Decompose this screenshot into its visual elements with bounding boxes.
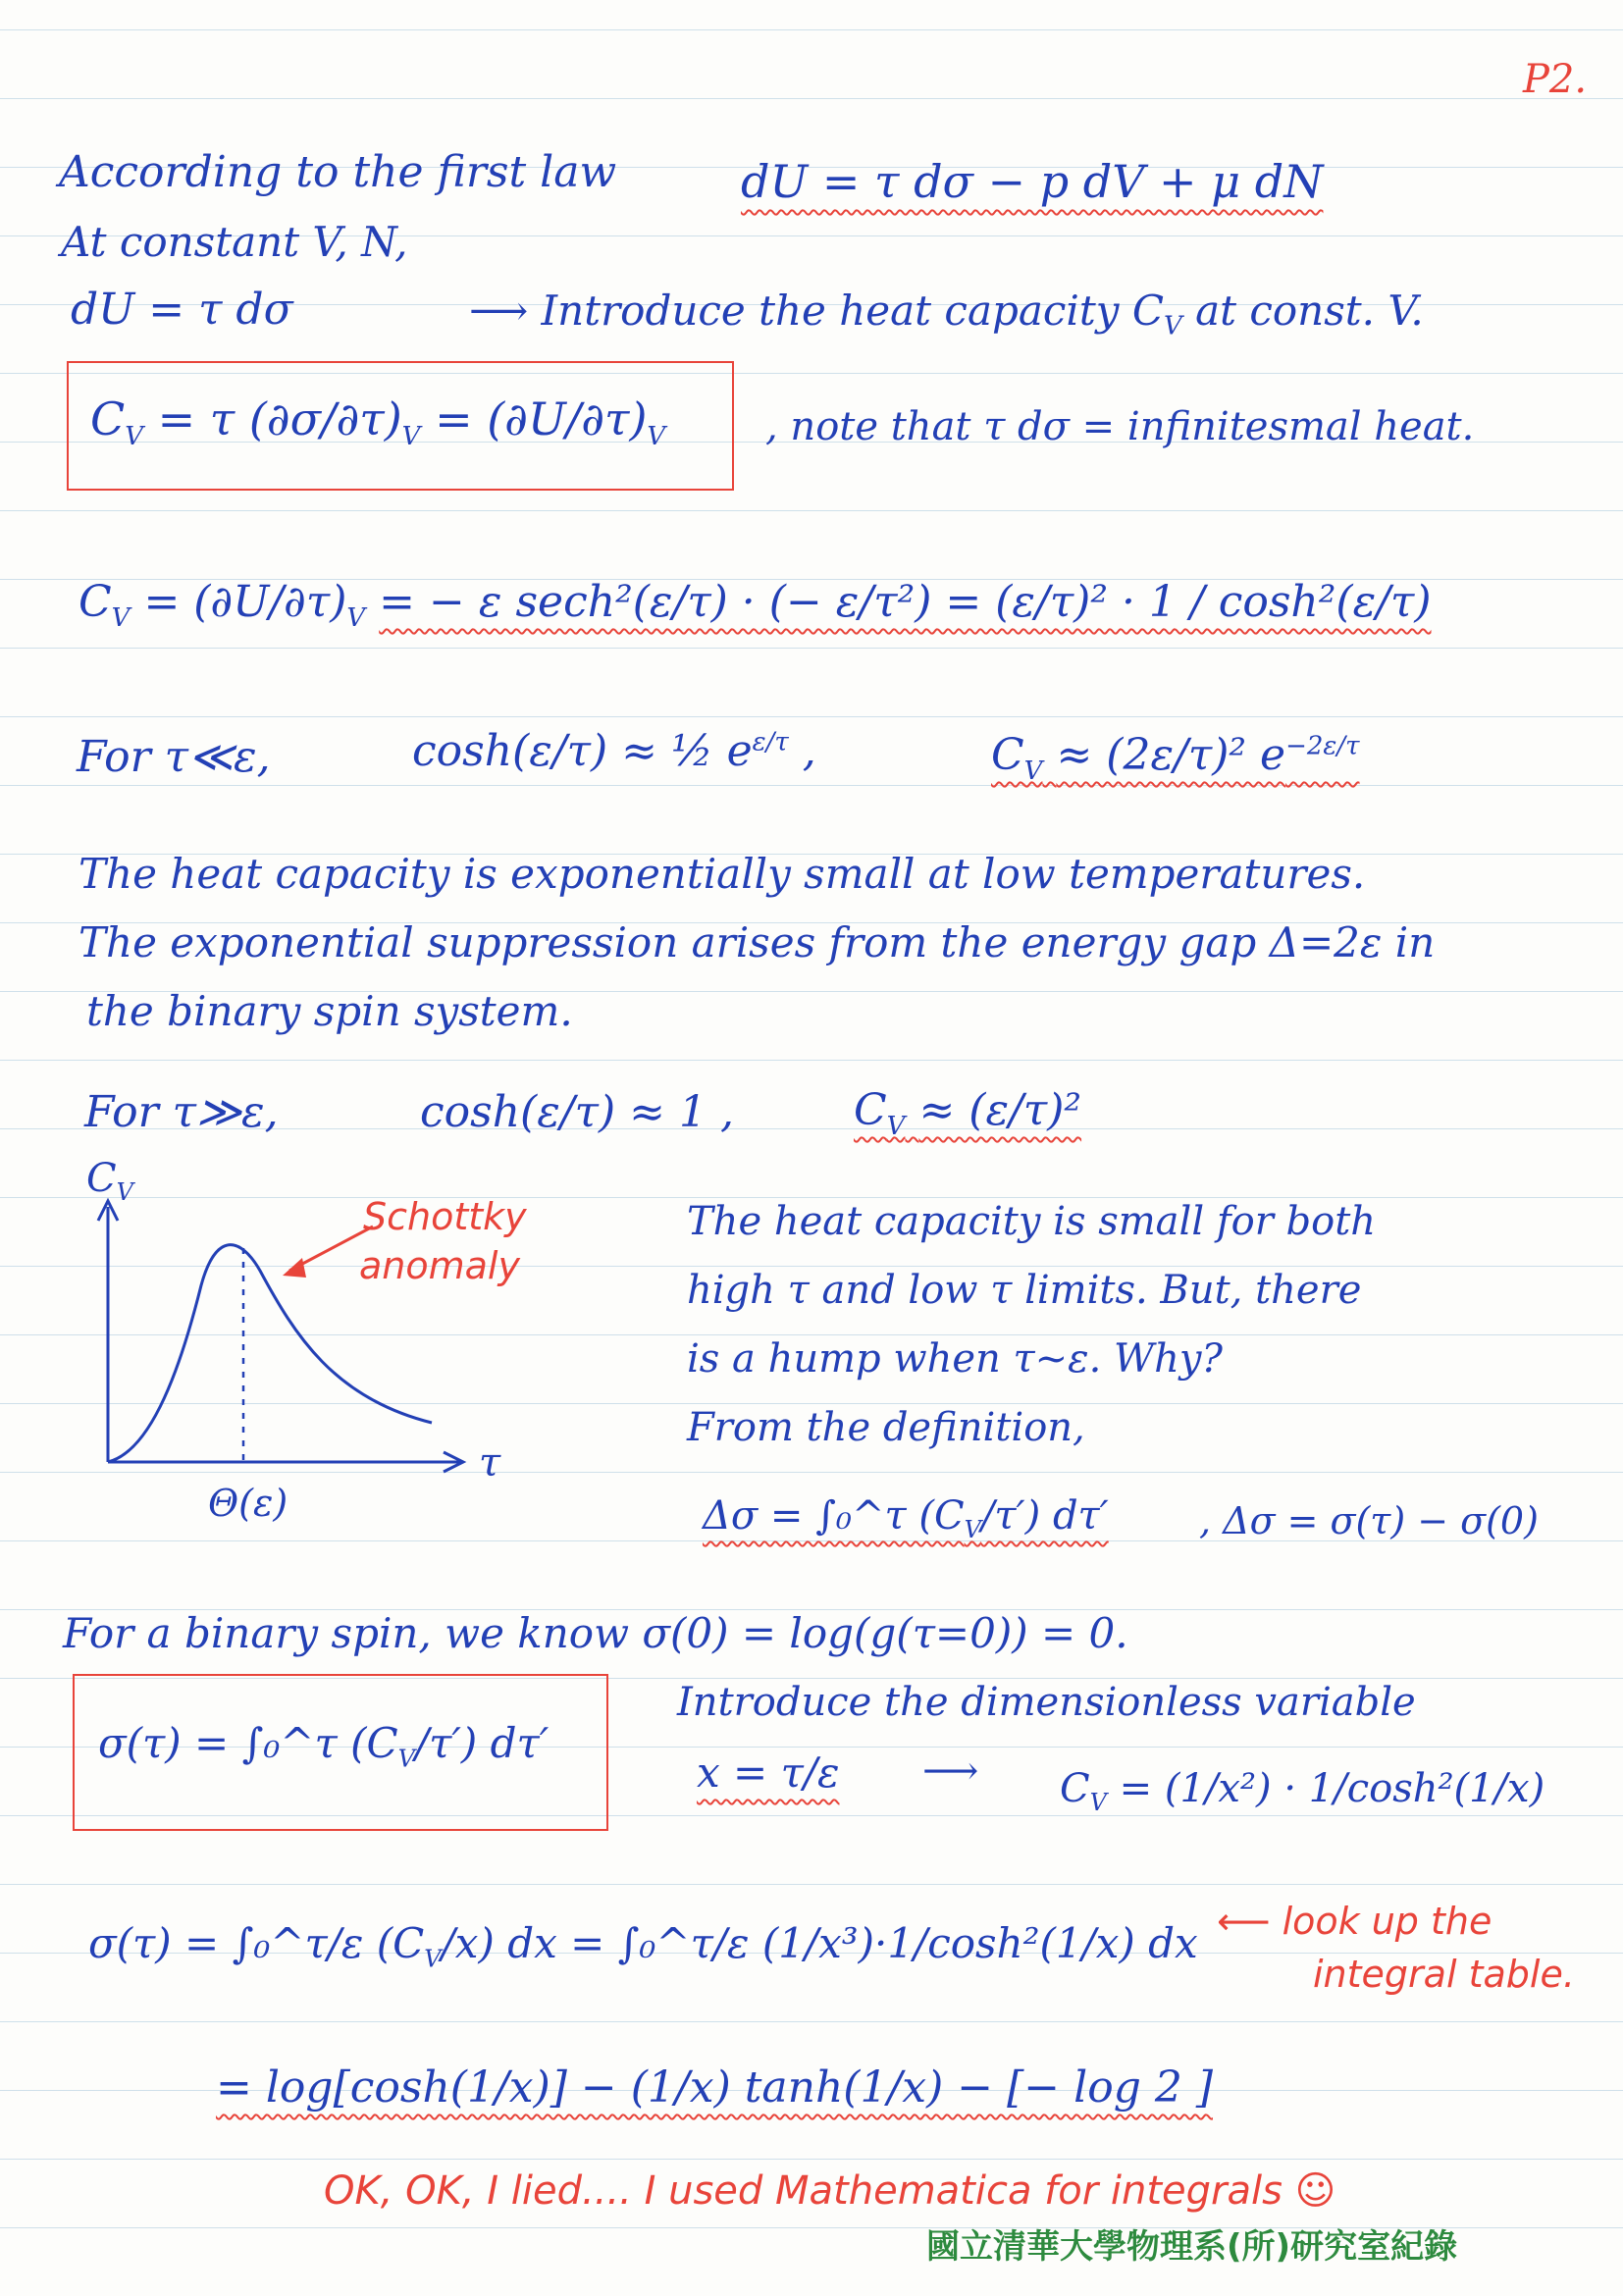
cv-symbol: C xyxy=(991,730,1024,780)
introduce-heat-capacity-text: ⟶ Introduce the heat capacity C xyxy=(469,287,1164,335)
high-temp-cosh-approx: cosh(ε/τ) ≈ 1 , xyxy=(420,1087,734,1137)
rule-line xyxy=(0,716,1623,717)
entropy-integral-x xyxy=(88,1919,1198,1972)
low-temp-limit-label: For τ≪ε, xyxy=(77,732,271,782)
box2-integral-tail: /τ′) dτ′ xyxy=(414,1719,550,1767)
integral-text: σ(τ) = ∫₀^τ/ε (C xyxy=(88,1919,425,1967)
du-equation: dU = τ dσ xyxy=(71,285,293,335)
cv-sech-result: = − ε sech²(ε/τ) · (− ε/τ²) = (ε/τ)² · 1 / cosh²(ε/τ) xyxy=(379,577,1432,627)
annotation-arrowhead-icon xyxy=(283,1258,306,1278)
entropy-difference: , Δσ = σ(τ) − σ(0) xyxy=(1199,1499,1539,1542)
cv-symbol: C xyxy=(1060,1766,1090,1811)
subscript-v: V xyxy=(397,1745,415,1773)
rule-line xyxy=(0,1884,1623,1885)
rule-line xyxy=(0,648,1623,649)
rule-line xyxy=(0,2021,1623,2022)
cv-symbol: C xyxy=(86,1156,117,1201)
exponent: −2ε/τ xyxy=(1285,731,1360,761)
entropy-integral xyxy=(703,1493,1109,1543)
cosh-approx-text: cosh(ε/τ) ≈ ½ e xyxy=(412,726,753,776)
integral-table-note-2: integral table. xyxy=(1313,1953,1575,1996)
subscript-v: V xyxy=(647,422,666,452)
cv-symbol: C xyxy=(90,392,126,445)
binary-spin-text: For a binary spin, we know σ(0) = log(g(τ=0)) = 0. xyxy=(63,1609,1128,1657)
subscript-v: V xyxy=(1023,756,1043,786)
look-up-text: look up the xyxy=(1282,1900,1492,1943)
arrow-icon: ⟶ xyxy=(922,1748,979,1794)
graph-x-label: τ xyxy=(479,1440,501,1486)
introduce-heat-capacity xyxy=(469,287,1424,340)
subscript-v: V xyxy=(1089,1789,1107,1816)
mathematica-footnote: OK, OK, I lied.... I used Mathematica for integrals ☺ xyxy=(324,2168,1336,2214)
subscript-v: V xyxy=(886,1111,906,1141)
box1-entropy-derivative: = τ (∂σ/∂τ) xyxy=(157,392,402,445)
rule-line xyxy=(0,1060,1623,1061)
constant-vn-text: At constant V, N, xyxy=(61,218,408,266)
rule-line xyxy=(0,785,1623,786)
subscript-v: V xyxy=(1163,311,1182,341)
box2-integral-text: σ(τ) = ∫₀^τ (C xyxy=(98,1719,398,1767)
dimensionless-intro: Introduce the dimensionless variable xyxy=(677,1680,1416,1725)
rule-line xyxy=(0,2159,1623,2160)
hump-text-1: The heat capacity is small for both xyxy=(687,1199,1377,1244)
hump-text-3: is a hump when τ~ε. Why? xyxy=(687,1336,1223,1382)
cv-symbol: C xyxy=(79,577,112,627)
page-number: P2. xyxy=(1523,57,1588,102)
definition-text: From the definition, xyxy=(687,1405,1085,1450)
paragraph-line-2: The exponential suppression arises from the energy gap Δ=2ε in xyxy=(79,918,1436,966)
lab-record-stamp: 國立清華大學物理系(所)研究室紀錄 xyxy=(926,2227,1458,2267)
subscript-v: V xyxy=(111,602,131,633)
left-arrow-icon: ⟵ xyxy=(1217,1900,1283,1943)
cv-dimensionless xyxy=(1060,1766,1544,1816)
cv-dimensionless-expression: = (1/x²) · 1/cosh²(1/x) xyxy=(1119,1766,1545,1811)
cv-derivation xyxy=(79,577,1432,633)
first-law-intro: According to the first law xyxy=(59,147,617,197)
anomaly-label: anomaly xyxy=(359,1244,520,1287)
cv-power-text: ≈ (ε/τ)² xyxy=(918,1085,1082,1135)
graph-y-label xyxy=(86,1156,133,1206)
rule-line xyxy=(0,510,1623,511)
dimensionless-definition: x = τ/ε xyxy=(697,1748,840,1797)
integral-tail: /τ′) dτ′ xyxy=(980,1493,1109,1539)
rule-line xyxy=(0,29,1623,30)
high-temp-cv-approx xyxy=(854,1085,1081,1141)
hump-text-2: high τ and low τ limits. But, there xyxy=(687,1268,1362,1313)
paragraph-line-3: the binary spin system. xyxy=(86,987,573,1035)
exponent: ε/τ xyxy=(752,727,789,757)
cv-symbol: C xyxy=(854,1085,887,1135)
graph-tick-label: Θ(ε) xyxy=(208,1482,288,1525)
subscript-v: V xyxy=(125,422,143,452)
subscript-v: V xyxy=(346,602,366,633)
low-temp-cv-approx xyxy=(991,730,1360,786)
high-temp-limit-label: For τ≫ε, xyxy=(84,1087,279,1137)
cv-energy-derivative: = (∂U/∂τ) xyxy=(143,577,347,627)
entropy-result: = log[cosh(1/x)] − (1/x) tanh(1/x) − [− log 2 ] xyxy=(216,2062,1213,2113)
at-const-v-text: at const. V. xyxy=(1195,287,1424,335)
subscript-v: V xyxy=(964,1516,981,1543)
low-temp-cosh-approx: cosh(ε/τ) ≈ ½ $e^{\varepsilon/\tau}$ , xyxy=(412,726,816,776)
schottky-label: Schottky xyxy=(363,1195,527,1238)
rule-line xyxy=(0,98,1623,99)
first-law-equation: dU = τ dσ − p dV + μ dN xyxy=(741,155,1324,208)
infinitesimal-heat-note: , note that τ dσ = infinitesmal heat. xyxy=(765,404,1475,449)
integral-text: Δσ = ∫₀^τ (C xyxy=(703,1493,965,1539)
subscript-v: V xyxy=(401,422,421,452)
subscript-v: V xyxy=(424,1945,442,1973)
integral-tail: /x) dx = ∫₀^τ/ε (1/x³)·1/cosh²(1/x) dx xyxy=(441,1919,1198,1967)
cv-exp-text: ≈ (2ε/τ)² e xyxy=(1056,730,1286,780)
box1-energy-derivative: = (∂U/∂τ) xyxy=(435,392,648,445)
box1-equation xyxy=(90,392,665,451)
entropy-integral-formula xyxy=(703,1493,1109,1543)
integral-table-note-1 xyxy=(1217,1900,1492,1943)
paragraph-line-1: The heat capacity is exponentially small at low temperatures. xyxy=(79,850,1366,898)
box2-equation xyxy=(98,1719,549,1772)
subscript-v: V xyxy=(116,1178,133,1206)
